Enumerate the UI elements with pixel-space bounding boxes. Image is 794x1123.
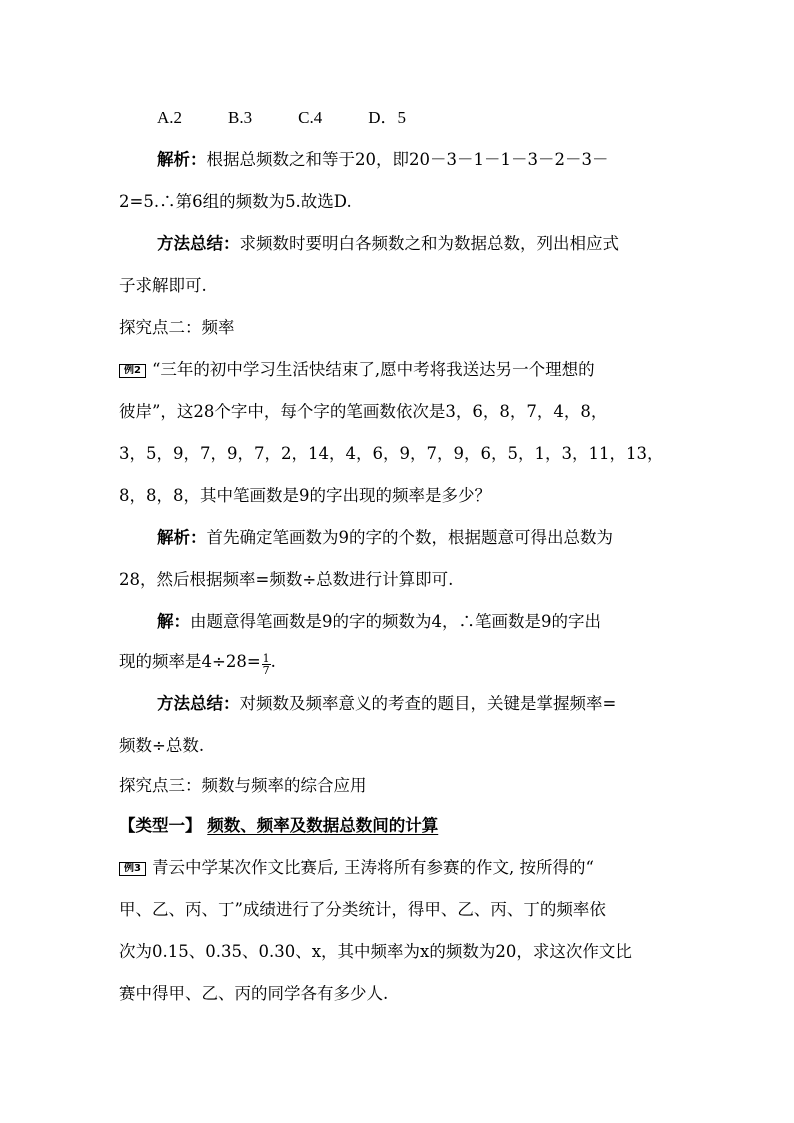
fraction [262,653,271,676]
summary2-line1 [157,692,616,716]
solution-text: 由题意得笔画数是9的字的频数为4，∴笔画数是9的字出 [190,612,601,631]
example2-line1 [119,358,595,382]
analysis-text: 根据总频数之和等于20，即20－3－1－1－3－2－3－ [206,150,609,169]
example3-line4: 赛中得甲、乙、丙的同学各有多少人. [119,984,389,1003]
option-d: D．5 [368,108,406,127]
summary1-line1 [157,232,619,256]
example-badge: 例2 [119,364,146,378]
fraction-numerator: 1 [262,652,270,665]
analysis1-line1 [157,148,608,172]
section3-title: 探究点三：频数与频率的综合应用 [119,776,367,795]
example3-line2: 甲、乙、丙、丁”成绩进行了分类统计，得甲、乙、丙、丁的频率依 [119,900,606,919]
analysis2-line1 [157,526,613,550]
analysis2-line2: 28，然后根据频率=频数÷总数进行计算即可. [119,570,454,589]
example3-line1 [119,856,594,880]
example2-line4: 8，8，8，其中笔画数是9的字出现的频率是多少？ [119,486,491,505]
example-text: 青云中学某次作文比赛后, 王涛将所有参赛的作文, 按所得的“ [152,858,594,877]
summary1-line2: 子求解即可. [119,276,207,295]
analysis-label: 解析： [157,528,207,547]
option-b: B.3 [228,108,253,127]
type-title: 频数、频率及数据总数间的计算 [207,816,439,835]
type1-heading [119,814,438,838]
summary-label: 方法总结： [157,234,240,253]
solution2-line1 [157,610,601,634]
analysis1-line2: 2=5.∴第6组的频数为5.故选D. [119,192,352,211]
example2-line3: 3，5，9，7，9，7，2，14，4，6，9，7，9，6，5，1，3，11，13， [119,444,664,463]
analysis-text: 首先确定笔画数为9的字的个数，根据题意可得出总数为 [206,528,613,547]
solution-label: 解： [157,612,190,631]
summary-text: 求频数时要明白各频数之和为数据总数，列出相应式 [239,234,619,253]
example-badge: 例3 [119,862,146,876]
solution2-line2 [119,650,276,676]
section2-title: 探究点二：频率 [119,318,235,337]
analysis-label: 解析： [157,150,207,169]
fraction-denominator: 7 [262,664,270,677]
summary-label: 方法总结： [157,694,240,713]
solution-text: 现的频率是4÷28= [119,652,261,671]
option-c: C.4 [298,108,323,127]
type-label: 【类型一】 [119,816,202,835]
answer-options [157,106,452,130]
summary2-line2: 频数÷总数. [119,736,205,755]
solution-text-end: . [270,652,276,671]
example-text: “三年的初中学习生活快结束了,愿中考将我送达另一个理想的 [152,360,595,379]
summary-text: 对频数及频率意义的考查的题目，关键是掌握频率= [239,694,617,713]
option-a: A.2 [157,108,183,127]
example3-line3: 次为0.15、0.35、0.30、x，其中频率为x的频数为20，求这次作文比 [119,942,632,961]
example2-line2: 彼岸”，这28个字中，每个字的笔画数依次是3，6，8，7，4，8， [119,402,608,421]
